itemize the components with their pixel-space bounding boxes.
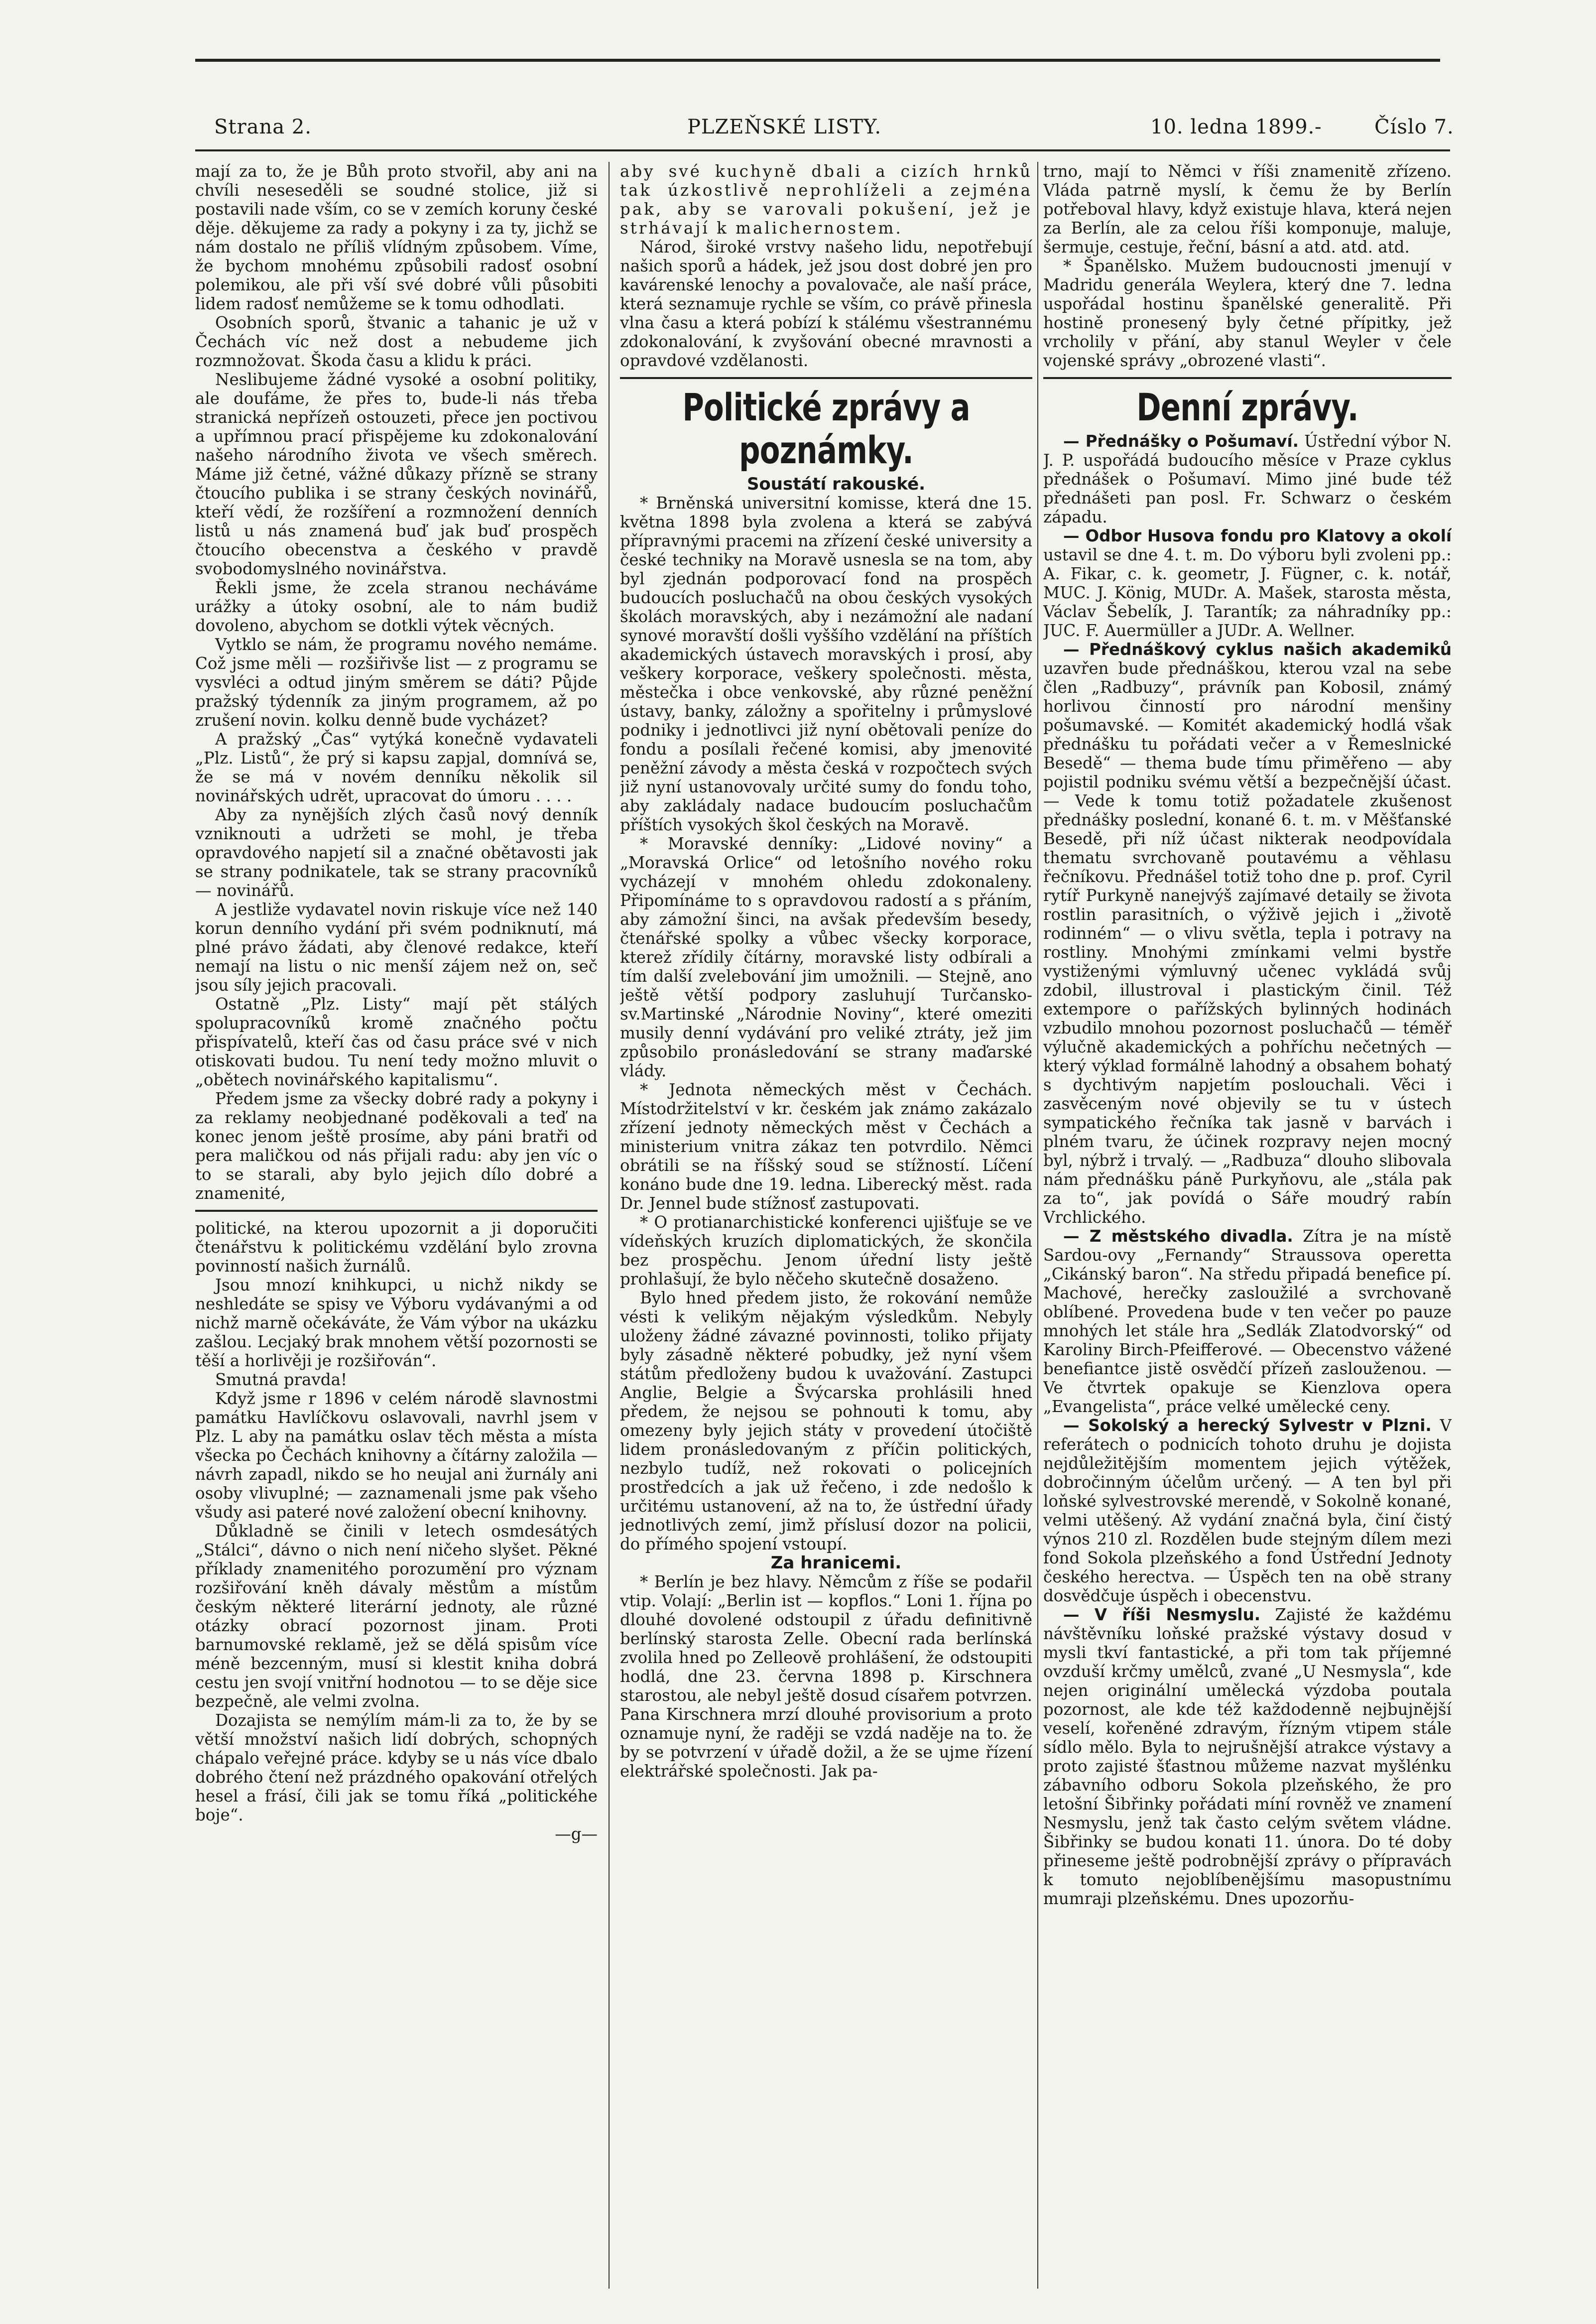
paragraph: Aby za nynějších zlých časů nový denník vzniknouti a udržeti se mohl, je třeba opravdového napjetí sil a značné obětavosti jak se strany podnikatele, tak se strany pracovníků — novinářů.: [195, 805, 598, 900]
paragraph: Dozajista se nemýlím mám-li za to, že by se větší množství našich lidí dobrých, schopných chápalo veřejné práce. kdyby se u nás více dbalo dobrého čtení než prázdného opakování otřelých hesel a frásí, čili jak se tomu říká „politickéhe boje“.: [195, 1711, 598, 1824]
subhead-abroad: Za hranicemi.: [770, 1553, 902, 1573]
section-title-politics: Politické zprávy a poznámky.: [682, 385, 970, 472]
item-text: V referátech o podnicích tohoto druhu je dojista nejdůležitějším momentem jejich výtěžek, dobročinným účelům určený. — A ten byl při loňské sylvestrovské merendě, v Sokolně konané, velmi utěšený. Až vydání značná byla, činí čistý výnos 210 zl. Rozdělen bude stejným dílem mezi fond Sokola plzeňského a fond Ústřední Jednoty českého herectva. — Úspěch ten na obě strany dosvědčuje úspěch i obecenstvu.: [1043, 1416, 1452, 1605]
paragraph: Osobních sporů, štvanic a tahanic je už v Čechách víc než dost a nebudeme jich rozmnožovat. Škoda času a klidu k práci.: [195, 313, 598, 370]
item-heading: — Přednáškový cyklus našich akademiků: [1063, 640, 1452, 659]
paragraph: Národ, široké vrstvy našeho lidu, nepotřebují našich sporů a hádek, jež jsou dost dobré jen pro kavárenské lenochy a povalovače, ale naší práce, která seznamuje rychle se vším, co právě přinesla vlna času a která pobízí k stálému všestrannému zdokonalování, k zvyšování obecné mravnosti a opravdové vzdělanosti.: [620, 238, 1032, 370]
paragraph: Bylo hned předem jisto, že rokování nemůže vésti k velikým nějakým výsledkům. Nebyly uloženy žádné závazné povinnosti, toliko přijaty byly zásadně některé pobudky, jež nyní všem státům předloženy budou k uvažování. Zastupci Anglie, Belgie a Švýcarska prohlásili hned předem, že nejsou se pohnouti k tomu, aby omezeny byly jejich státy v provedení útočiště lidem pronásledovaným z příčin politických, nezbylo tudíž, než rokovati o policejních prostředcích a jak už řečeno, i zde nedošlo k určitému ustanovení, až na to, že ústřední úřady jednotlivých zemí, jimž příslusí dozor na policii, do přímého spojení vstoupí.: [620, 1289, 1032, 1553]
column-3: [1043, 162, 1452, 2304]
news-item: [1043, 1605, 1452, 1908]
paragraph: Smutná pravda!: [215, 1370, 348, 1389]
paragraph: * O protianarchistické konferenci ujišťuje se ve vídeňských kruzích diplomatických, že skončila bez prospěchu. Jenom úřední listy ještě prohlašují, že bylo něčeho skutečně dosaženo.: [620, 1213, 1032, 1289]
item-text: Ústřední výbor N. J. P. uspořádá budoucího měsíce v Praze cyklus přednášek o Pošumaví. Mimo jiné bude též přednášeti pan posl. Fr. Schwarz o českém západu.: [1043, 432, 1452, 526]
section-divider: [620, 377, 1032, 379]
paragraph: mají za to, že je Bůh proto stvořil, aby ani na chvíli neseseděli se soudné stolice, již si postavili nade vším, co se v zemích koruny české děje. děkujeme za rady a pokyny i za ty, jichž se nám dostalo ne příliš vlídným způsobem. Víme, že bychom mnohému způsobili radosť osobní polemikou, ale při vší své dobré vůli působiti lidem radosť nemůžeme se k tomu odhodlati.: [195, 162, 598, 313]
paragraph: Neslibujeme žádné vysoké a osobní politiky, ale doufáme, že přes to, bude-li nás třeba stranická nepřízeň ostouzeti, přece jen poctivou a upřímnou prací přispějeme ku zdokonalování našeho národního života ve všech směrech. Máme již četné, vážné důkazy přízně se strany čtoucího publika i se strany českých novinářů, kteří vědí, že rozšíření a rozmnožení denních listů u nás znamená buď jak buď prospěch čtoucího obecenstva a českého v pravdě svobodomyslného novinářstva.: [195, 370, 598, 578]
paragraph: Důkladně se činili v letech osmdesátých „Stálci“, dávno o nich není ničeho slyšet. Pěkné příklady znamenitého porozumění pro význam rozšiřování kněh dávaly městům a místům českým některé literární jednoty, ale různé otázky obrací pozornost jinam. Proti barnumovské reklamě, jež se dělá spisům více méně bezcenným, musí si klestit kniha dobrá cestu jen svojí vnitřní hodnotou — to se děje sice bezpečně, ale velmi zvolna.: [195, 1522, 598, 1711]
paragraph: A jestliže vydavatel novin riskuje více než 140 korun denního vydání při svém podniknutí, má plné právo žádati, aby členové redakce, kteří nemají na listu o nic menší zájem než on, seč jsou síly jejich pracovali.: [195, 900, 598, 995]
page-number: Strana 2.: [214, 116, 312, 138]
section-divider: [1043, 377, 1452, 379]
paragraph: politické, na kterou upozornit a ji doporučiti čtenářstvu k politickému vzdělání bylo zrovna povinností našich žurnálů.: [195, 1219, 598, 1276]
column-2: [620, 162, 1032, 2304]
column-rule: [1037, 162, 1038, 2289]
news-item: [1043, 640, 1452, 1227]
issue-date: 10. ledna 1899.: [1150, 116, 1315, 138]
paragraph: * Španělsko. Mužem budoucnosti jmenují v Madridu generála Weylera, který dne 7. ledna uspořádal hostinu španělské generalitě. Při hostině pronesený byly četné přípitky, jež vrcholily v přání, aby stanul Weyler v čele vojenské správy „obrozené vlasti“.: [1043, 257, 1452, 370]
item-text: Zajisté že každému návštěvníku loňské pražské výstavy dosud v mysli tkví fantastické, a při tom tak příjemné ovzduší krčmy umělců, zvané „U Nesmysla“, kde nejen originální umělecká výzdoba poutala pozornost, ale kde též každodenně nejbujnější veselí, kořeněné zdravým, řízným vtipem stále sídlo mělo. Byla to nejrušnější atrakce výstavy a proto zajisté šťastnou můžeme nazvat myšlénku zábavního odboru Sokola plzeňského, že pro letošní Šibřinky pořádati míní rovněž ve znamení Nesmyslu, jenž tak často celým světem vládne. Šibřinky se budou konati 11. února. Do té doby přineseme ještě podrobnější zprávy o přípravách k tomuto nejoblíbenějšímu masopustnímu mumraji plzeňskému. Dnes upozorňu-: [1043, 1605, 1452, 1908]
paragraph: aby své kuchyně dbali a cizích hrnků tak úzkostlivě neprohlíželi a zejména pak, aby se varovali pokušení, jež je strhávají k malichernostem.: [620, 162, 1032, 238]
paragraph: Ostatně „Plz. Listy“ mají pět stálých spolupracovníků kromě značného počtu přispívatelů, kteří čas od času práce své v nich otiskovati budou. Tu není tedy možno mluvit o „obětech novinářského kapitalismu“.: [195, 995, 598, 1089]
item-heading: — Odbor Husova fondu pro Klatovy a okolí: [1063, 526, 1452, 545]
paragraph: Vytklo se nám, že programu nového nemáme. Což jsme měli — rozšiřivše list — z programu se vysvléci a odtud jiným směrem se dáti? Půjde pražský týdenník za jiným programem, až po zrušení novin. kolku denně bude vycházet?: [195, 635, 598, 730]
paragraph: * Jednota německých měst v Čechách. Místodržitelství v kr. českém jak známo zakázalo zřízení jednoty německých měst v Čechách a ministerium vnitra zákaz ten potvrdilo. Němci obrátili se na říšský soud se stížností. Líčení konáno bude dne 19. ledna. Liberecký měst. rada Dr. Jennel bude stížnosť zastupovati.: [620, 1080, 1032, 1213]
paragraph: A pražský „Čas“ vytýká konečně vydavateli „Plz. Listů“, že prý si kapsu zapjal, domnívá se, že se má v novém denníku několik sil novinářských udrět, upracovat do úmoru . . . .: [195, 730, 598, 805]
paragraph: Když jsme r 1896 v celém národě slavnostmi památku Havlíčkovu oslavovali, navrhl jsem v Plz. L aby na památku oslav těch města a místa všecka po Čechách knihovny a čítárny založila — návrh zapadl, nikdo se ho neujal ani žurnály ani osoby vlivuplné; — zaznamenali jsme pak všeho všudy asi pateré nové založení obecní knihovny.: [195, 1389, 598, 1522]
page-header: [214, 116, 1454, 145]
column-1: [195, 162, 598, 2304]
item-text: uzavřen bude přednáškou, kterou vzal na sebe člen „Radbuzy“, právník pan Kobosil, známý horlivou činností pro národní menšiny pošumavské. — Komitét akademický hodlá však přednášku tu pořádati večer a v Řemeslnické Besedě“ — thema bude tímu přiměřeno — aby pojistil podniku svému větší a bezpečnější účast. — Vede k tomu totiž požadatele zkušenost přednášky poslední, konané 6. t. m. v Měšťanské Besedě, při níž účast nikterak neodpovídala thematu svrchovaně poutavému a věhlasu řečníkovu. Přednášel totiž toho dne p. prof. Cyril rytíř Purkyně nanejvýš zajímavé detaily se života rostlin parasitních, o výživě jejich i „životě rodinném“ — o vlivu světla, tepla i potravy na rostliny. Mnohými zmínkami velmi bystře vystiženými výmluvný učenec vykládá svůj zdobil, illustroval i plastickým činil. Též extempore o pařížských bylinných hodinách vzbudilo mnohou pozornost posluchačů — téměř výlučně akademických a pohříchu nečetných — který výklad formálně lahodný a obsahem bohatý s dychtivým napjetím poslouchali. Věci i zasvěceným nové objevily se tu v ústech sympatického řečníka tak jasně v barvách i plném tvaru, že účinek rozpravy nejen mocný byl, nýbrž i trvalý. — „Radbuza“ dlouho slibovala nám přednášku páně Purkyňovu, ale „stála pak za to“, jak povídá o Sáře moudrý rabín Vrchlického.: [1043, 659, 1452, 1227]
news-item: [1043, 1416, 1452, 1605]
item-heading: — Přednášky o Pošumaví.: [1063, 432, 1299, 451]
article-divider: [195, 1210, 598, 1212]
paragraph: Jsou mnozí knihkupci, u nichž nikdy se neshledáte se spisy ve Výboru vydávanými a od nichž marně očekáváte, že Vám výbor na ukázku zašlou. Lecjaký brak mnohem větší pozornosti se těší a horlivěji je rozšiřován“.: [195, 1276, 598, 1370]
section-title-daily-news: Denní zprávy.: [1136, 385, 1358, 429]
item-heading: — V říši Nesmyslu.: [1063, 1605, 1261, 1624]
paragraph: * Berlín je bez hlavy. Němcům z říše se podařil vtip. Volají: „Berlin ist — kopflos.“ Loni 1. října po dlouhé dovolené odstoupil z úřadu definitivně berlínský starosta Zelle. Obecní rada berlínská zvolila hned po Zelleově prohlášení, že odstoupiti hodlá, dne 23. června 1898 p. Kirschnera starostou, ale nebyl ještě dosud císařem potvrzen. Pana Kirschnera mrzí dlouhé provisorium a proto oznamuje nyní, že raději se vzdá naděje na to. že by se potvrzení v úřadě dožil, a že se ujme řízení elektrářské společnosti. Jak pa-: [620, 1572, 1032, 1781]
paragraph: * Brněnská universitní komisse, která dne 15. května 1898 byla zvolena a která se zabývá přípravnými pracemi na zřízení české university a české techniky na Moravě usnesla se na tom, aby byl zjednán podporovací fond na prospěch budoucích posluchačů na obou českých vysokých školách moravských, aby i nezámožní ale nadaní synové moravští došli vyššího vzdělání na příštích akademických ústavech moravských i prosí, aby veškery korporace, veškery společnosti. města, městečka i obce venkovské, aby různé peněžní ústavy, banky, záložny a spořitelny i průmyslové podniky i jednotlivci již nyní obětovali peníze do fondu a posílali řečené komisi, aby jmenovité peněžní závody a města česká v rozpočtech svých již nyní ustanovovaly určité sumy do fondu toho, aby zakládaly nadace budoucím posluchačům příštích vysokých škol českých na Moravě.: [620, 494, 1032, 834]
top-rule: [195, 59, 1440, 62]
paragraph: * Moravské denníky: „Lidové noviny“ a „Moravská Orlice“ od letošního nového roku vycházejí v mnohém ohledu zdokonaleny. Připomínáme to s opravdovou radostí a s přáním, aby zámožní šinci, na avšak především besedy, čtenářské spolky a vůbec všecky korporace, kterež zřídily čítárny, moravské listy odbírali a tím další zvelebování jim umožnili. — Stejně, ano ještě větší podpory zasluhují Turčansko-sv.Martinské „Národnie Noviny“, které omeziti musily denní vydávání pro veliké ztráty, jež jim způsobilo pronásledování se strany maďarské vlády.: [620, 834, 1032, 1080]
header-rule: [195, 149, 1450, 151]
paragraph: trno, mají to Němci v říši znamenitě zřízeno. Vláda patrně myslí, k čemu že by Berlín potřeboval hlavy, když existuje hlava, která nejen za Berlín, ale za celou říši komponuje, maluje, šermuje, cestuje, řeční, básní a atd. atd. atd.: [1043, 162, 1452, 257]
item-text: Zítra je na místě Sardou-ovy „Fernandy“ Straussova operetta „Cikánský baron“. Na středu připadá benefice pí. Machové, herečky zasloužilé a svrchovaně oblíbené. Provedena bude v ten večer po pauze mnohých let stále hra „Sedlák Zlatodvorský“ od Karoliny Birch-Pfeifferové. — Obecenstvo vážené benefiantce jistě osvědčí přízeň zaslouženou. — Ve čtvrtek opakuje se Kienzlova opera „Evangelista“, práce velké umělecké ceny.: [1043, 1227, 1452, 1416]
news-item: [1043, 1227, 1452, 1416]
author-signature: —g—: [555, 1824, 598, 1843]
news-item: [1043, 526, 1452, 640]
item-heading: — Z městského divadla.: [1063, 1227, 1293, 1246]
paragraph: Řekli jsme, že zcela stranou necháváme urážky a útoky osobní, ale to nám budiž dovoleno, abychom se dotkli výtek věcných.: [195, 578, 598, 635]
column-rule: [609, 162, 610, 2289]
paragraph: Předem jsme za všecky dobré rady a pokyny i za reklamy neobjednané poděkovali a teď na konec jenom ještě prosíme, aby páni bratři od pera maličkou od nás přijali radu: aby jen víc o to se starali, aby bylo jejich dílo dobré a znamenité,: [195, 1089, 598, 1203]
issue-number: Číslo 7.: [1374, 116, 1454, 138]
item-heading: — Sokolský a herecký Sylvestr v Plzni.: [1063, 1416, 1432, 1435]
news-item: [1043, 432, 1452, 526]
header-dash: -: [1315, 116, 1322, 138]
item-text: ustavil se dne 4. t. m. Do výboru byli zvoleni pp.: A. Fikar, c. k. geometr, J. Fügner, c. k. notář, MUC. J. König, MUDr. A. Mašek, starosta města, Václav Šebelík, J. Tarantík; za náhradníky pp.: JUC. F. Auermüller a JUDr. A. Wellner.: [1043, 545, 1452, 640]
subhead-austria: Soustátí rakouské.: [746, 474, 926, 494]
masthead-title: PLZEŇSKÉ LISTY.: [687, 116, 882, 138]
